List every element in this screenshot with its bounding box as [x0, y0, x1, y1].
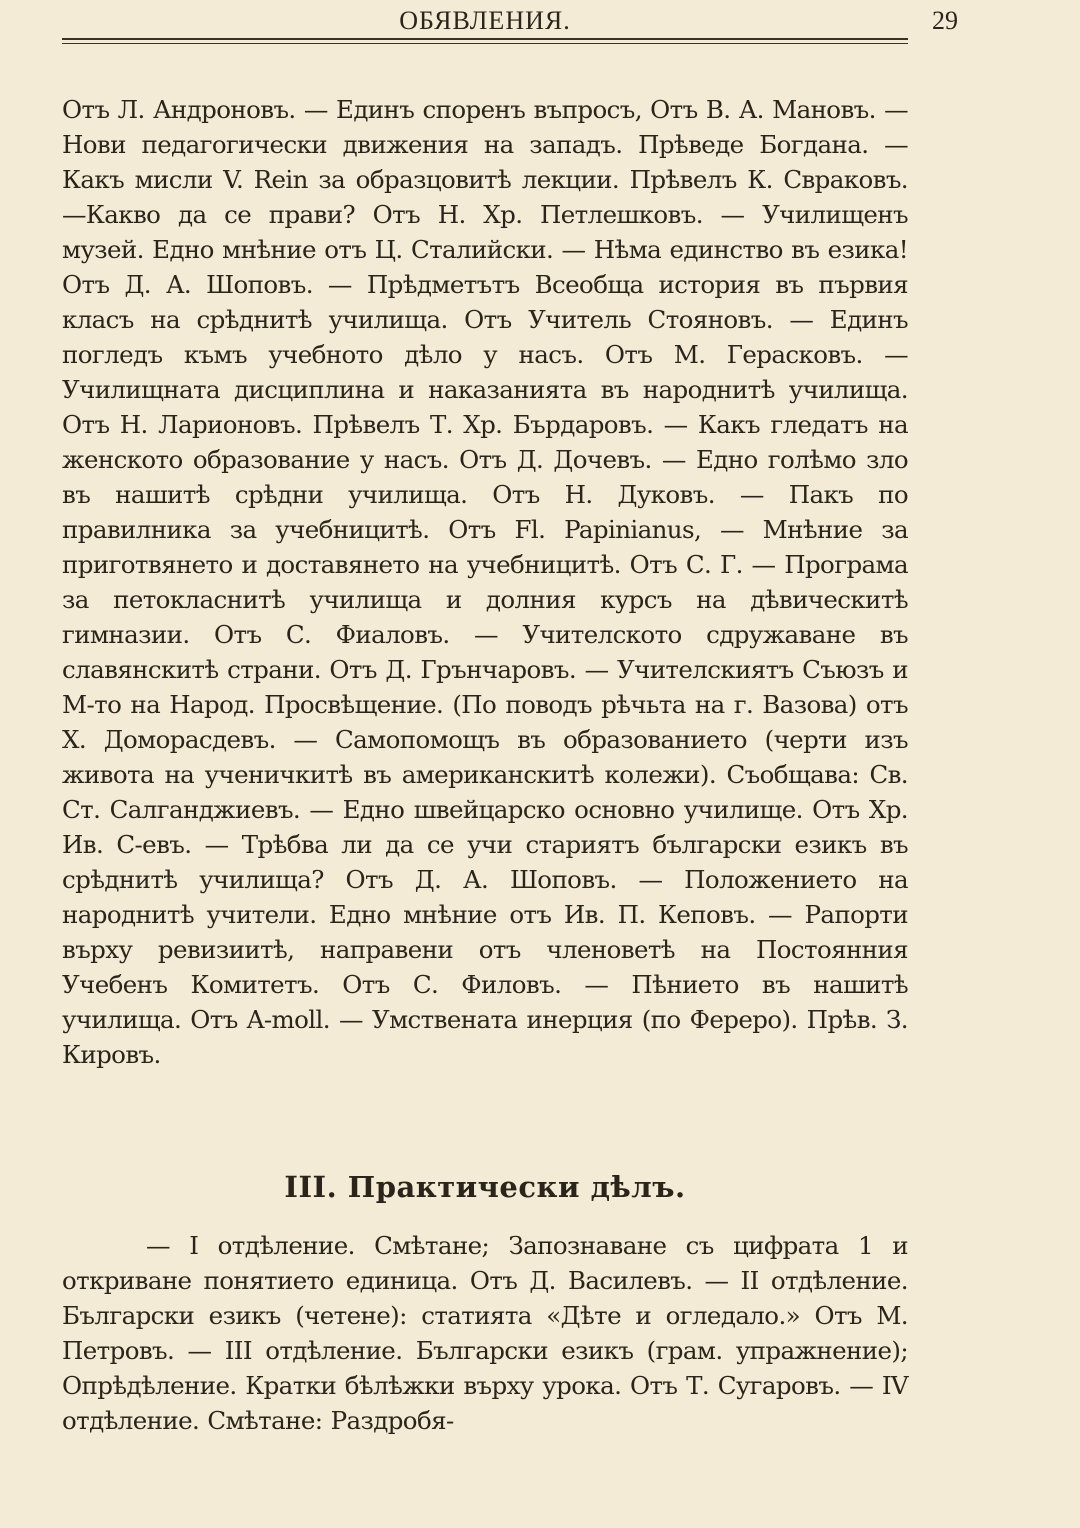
section-paragraph: — I отдѣление. Смѣтане; Запознаване съ цифрата 1 и откриване понятието единица. Отъ Д. Василевъ. — II отдѣление. Български езикъ (четене): статията «Дѣте и огледало.» Отъ М. Петровъ. — III отдѣление. Български езикъ (грам. упражнение); Опрѣдѣление. Кратки бѣлѣжки върху урока. Отъ Т. Сугаровъ. — IV отдѣление. Смѣтане: Раздробя-	[62, 1231, 908, 1435]
running-header	[62, 4, 958, 38]
section-heading: III. Практически дѣлъ.	[284, 1170, 686, 1204]
header-rule-thin	[62, 43, 908, 44]
section-body	[62, 1228, 908, 1438]
contents-list	[62, 92, 908, 1072]
page-number: 29	[932, 6, 958, 35]
contents-paragraph: Отъ Л. Андроновъ. — Единъ споренъ въпросъ, Отъ В. А. Мановъ. — Нови педагогически движения на западъ. Прѣведе Богдана. — Какъ мисли V. Rein за образцовитѣ лекции. Прѣвелъ К. Свраковъ.—Какво да се прави? Отъ Н. Хр. Петлешковъ. — Училищенъ музей. Едно мнѣние отъ Ц. Сталийски. — Нѣма единство въ езика! Отъ Д. А. Шоповъ. — Прѣдметътъ Всеобща история въ първия класъ на срѣднитѣ училища. Отъ Учитель Стояновъ. — Единъ погледъ къмъ учебното дѣло у насъ. Отъ М. Герасковъ. — Училищната дисциплина и наказанията въ народнитѣ училища. Отъ Н. Ларионовъ. Прѣвелъ Т. Хр. Бърдаровъ. — Какъ гледатъ на женското образование у насъ. Отъ Д. Дочевъ. — Едно голѣмо зло въ нашитѣ срѣдни училища. Отъ Н. Дуковъ. — Пакъ по правилника за учебницитѣ. Отъ Fl. Papinianus, — Мнѣние за приготвянето и доставянето на учебницитѣ. Отъ С. Г. — Програма за петокласнитѣ училища и долния курсъ на дѣвическитѣ гимназии. Отъ С. Фиаловъ. — Учителското сдружаване въ славянскитѣ страни. Отъ Д. Грънчаровъ. — Учителскиятъ Съюзъ и М-то на Народ. Просвѣщение. (По поводъ рѣчьта на г. Вазова) отъ Х. Доморасдевъ. — Самопомощъ въ образованието (черти изъ живота на ученичкитѣ въ американскитѣ колежи). Съобщава: Св. Ст. Салганджиевъ. — Едно швейцарско основно училище. Отъ Хр. Ив. С-евъ. — Трѣбва ли да се учи стариятъ български езикъ въ срѣднитѣ училища? Отъ Д. А. Шоповъ. — Положението на народнитѣ учители. Едно мнѣние отъ Ив. П. Кеповъ. — Рапорти върху ревизиитѣ, направени отъ членоветѣ на Постоянния Учебенъ Комитетъ. Отъ С. Филовъ. — Пѣнието въ нашитѣ училища. Отъ A-moll. — Умствената инерция (по Фереро). Прѣв. З. Кировъ.	[62, 95, 908, 1069]
header-title: ОБЯВЛЕНИЯ.	[399, 6, 571, 35]
header-rule	[62, 38, 908, 40]
